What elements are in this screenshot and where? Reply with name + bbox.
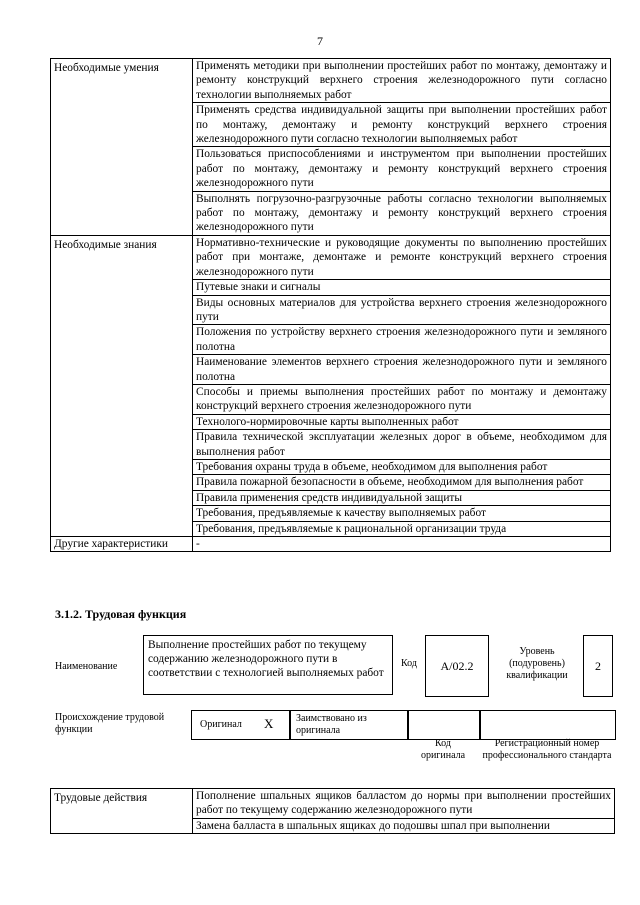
name-label: Наименование — [55, 661, 118, 672]
level-label: Уровень (подуровень) квалификации — [506, 646, 568, 681]
knowledge-label: Необходимые знания — [51, 235, 193, 536]
other-label: Другие характеристики — [51, 537, 193, 552]
borrowed-label: Заимствовано из оригинала — [296, 713, 367, 736]
knowledge-item: Способы и приемы выполнения простейших работ по монтажу и демонтажу конструкций верхнего строения железнодорожного пути — [193, 384, 611, 414]
code-original-cell — [407, 710, 481, 740]
code-label: Код — [401, 658, 417, 669]
skill-item: Применять средства индивидуальной защиты при выполнении простейших работ по монтажу, демонтажу и ремонту конструкций верхнего строения железнодорожного пути согласно технологии выполняемых работ — [193, 103, 611, 147]
borrowed-cell — [289, 710, 409, 740]
knowledge-item: Технолого-нормировочные карты выполненных работ — [193, 414, 611, 429]
section-title: 3.1.2. Трудовая функция — [55, 607, 187, 621]
knowledge-item: Требования, предъявляемые к рациональной организации труда — [193, 521, 611, 536]
knowledge-item: Требования охраны труда в объеме, необходимом для выполнения работ — [193, 459, 611, 474]
level-box — [583, 635, 613, 697]
code-box — [425, 635, 489, 697]
knowledge-item: Правила технической эксплуатации железных дорог в объеме, необходимом для выполнения работ — [193, 430, 611, 460]
code-value: А/02.2 — [440, 658, 474, 673]
original-mark: X — [264, 716, 274, 731]
function-name-box — [143, 635, 393, 695]
knowledge-item: Путевые знаки и сигналы — [193, 280, 611, 295]
other-value: - — [193, 537, 611, 552]
actions-label: Трудовые действия — [51, 789, 193, 834]
action-item: Замена балласта в шпальных ящиках до подошвы шпал при выполнении — [193, 818, 615, 833]
knowledge-item: Правила пожарной безопасности в объеме, необходимом для выполнения работ — [193, 475, 611, 490]
actions-table — [50, 788, 615, 834]
skill-item: Пользоваться приспособлениями и инструментом при выполнении простейших работ по монтажу, демонтажу и ремонту конструкций верхнего строения железнодорожного пути — [193, 147, 611, 191]
original-label: Оригинал — [200, 719, 242, 730]
actions-row — [51, 789, 615, 819]
reg-number-cell — [479, 710, 616, 740]
skills-row — [51, 59, 611, 103]
level-value: 2 — [595, 658, 601, 673]
knowledge-item: Правила применения средств индивидуальной защиты — [193, 490, 611, 505]
code-original-caption: Код оригинала — [420, 738, 466, 761]
knowledge-item: Положения по устройству верхнего строения железнодорожного пути и земляного полотна — [193, 325, 611, 355]
skills-label: Необходимые умения — [51, 59, 193, 236]
original-cell — [191, 710, 291, 740]
skill-item: Выполнять погрузочно-разгрузочные работы согласно технологии выполняемых работ по монтажу, демонтажу и ремонту конструкций верхнего строения железнодорожного пути — [193, 191, 611, 235]
knowledge-item: Наименование элементов верхнего строения железнодорожного пути и земляного полотна — [193, 355, 611, 385]
knowledge-item: Нормативно-технические и руководящие документы по выполнению простейших работ при монтаже, демонтаже и ремонте конструкций верхнего строения железнодорожного пути — [193, 235, 611, 279]
other-row — [51, 537, 611, 552]
function-name: Выполнение простейших работ по текущему содержанию железнодорожного пути в соответствии с технологией выполняемых работ — [148, 639, 384, 679]
knowledge-item: Требования, предъявляемые к качеству выполняемых работ — [193, 506, 611, 521]
origin-label: Происхождение трудовой функции — [55, 712, 165, 735]
knowledge-item: Виды основных материалов для устройства верхнего строения железнодорожного пути — [193, 295, 611, 325]
requirements-table — [50, 58, 611, 552]
action-item: Пополнение шпальных ящиков балластом до нормы при выполнении простейших работ по текущему содержанию железнодорожного пути — [193, 789, 615, 819]
reg-number-caption: Регистрационный номер профессионального стандарта — [482, 738, 612, 761]
knowledge-row — [51, 235, 611, 279]
skill-item: Применять методики при выполнении простейших работ по монтажу, демонтажу и ремонту конструкций верхнего строения железнодорожного пути согласно технологии выполняемых работ — [193, 59, 611, 103]
page-number: 7 — [317, 34, 323, 48]
